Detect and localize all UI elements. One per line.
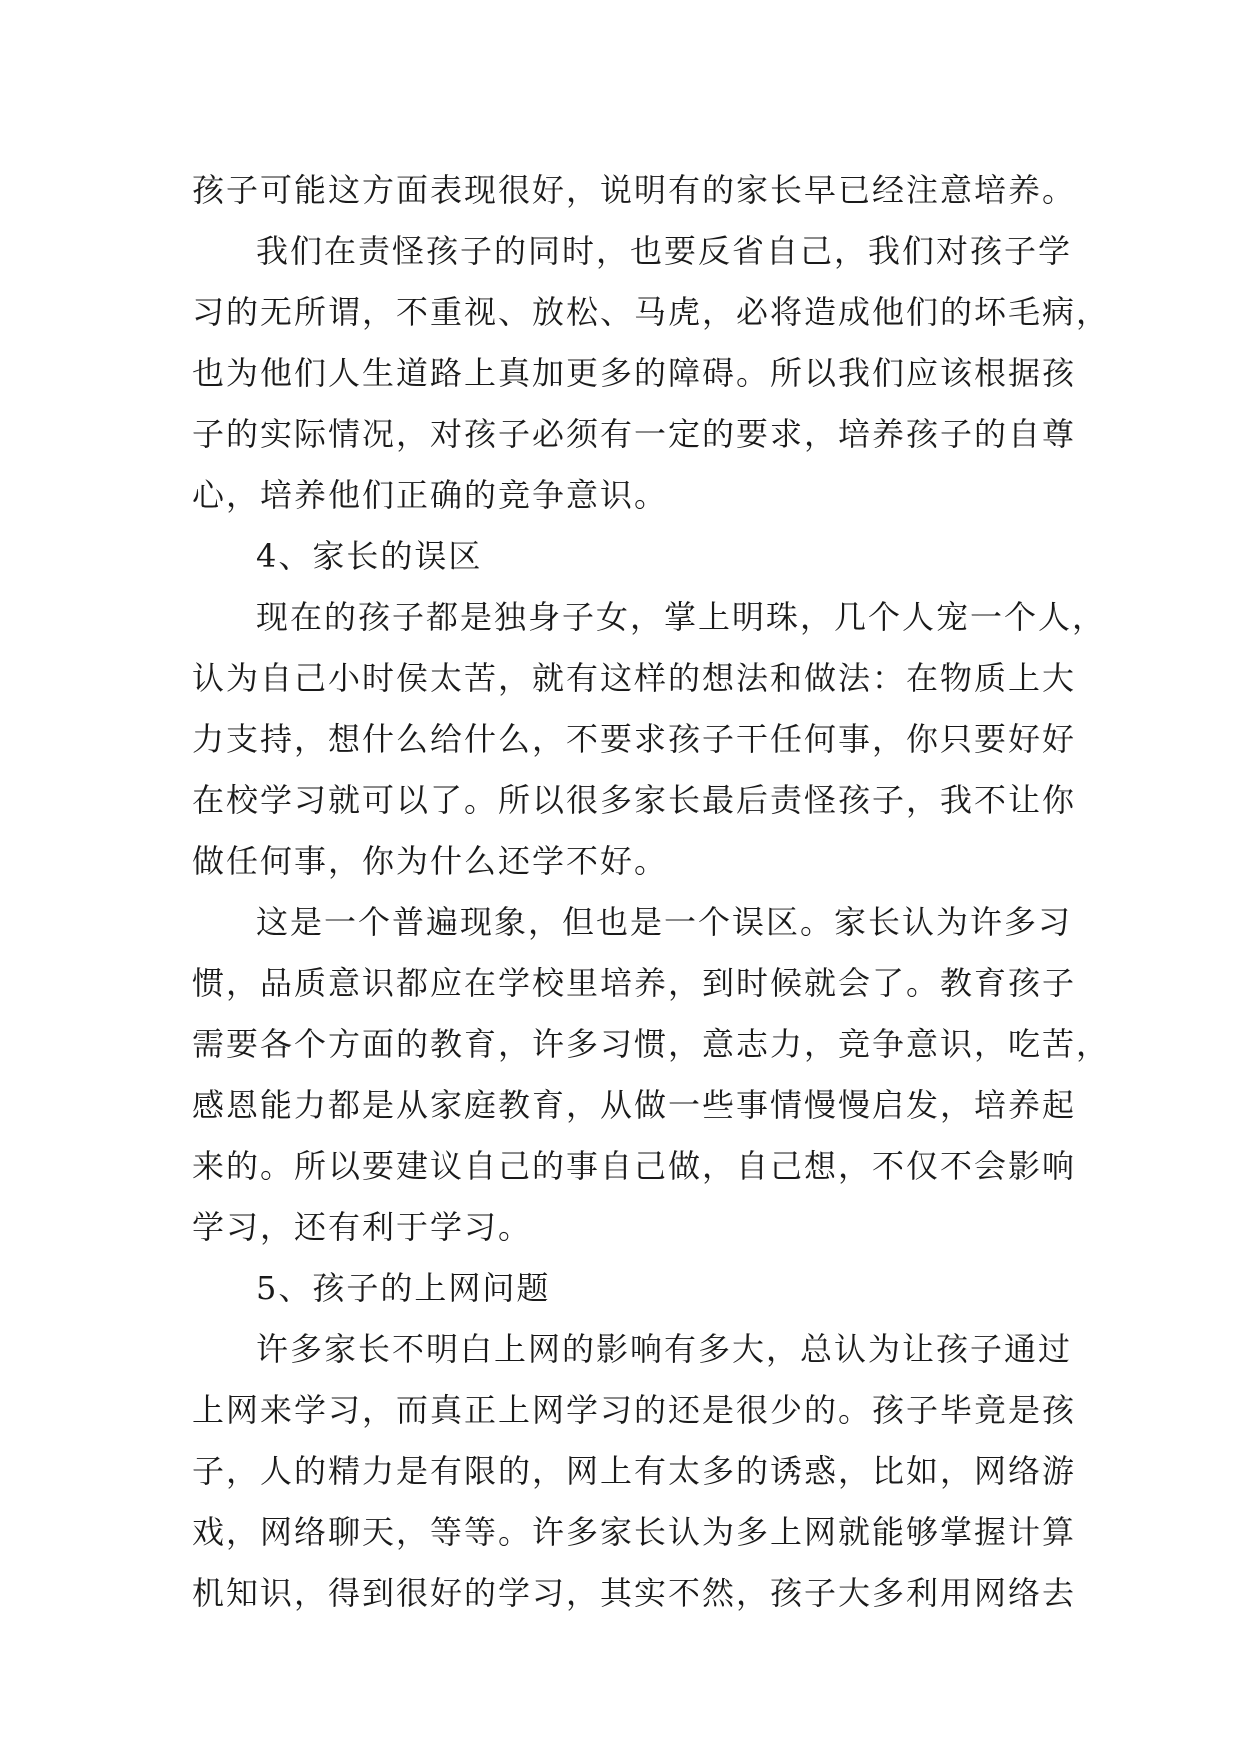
- text-line: 心，培养他们正确的竞争意识。: [192, 476, 669, 514]
- text-line: 孩子可能这方面表现很好，说明有的家长早已经注意培养。: [192, 171, 1077, 209]
- document-body: [192, 160, 1111, 1624]
- text-line: 惯，品质意识都应在学校里培养，到时候就会了。教育孩子: [192, 964, 1077, 1002]
- text-line: 这是一个普遍现象，但也是一个误区。家长认为许多习: [256, 903, 1073, 941]
- text-line: 认为自己小时侯太苦，就有这样的想法和做法：在物质上大: [192, 659, 1077, 697]
- text-line: 我们在责怪孩子的同时，也要反省自己，我们对孩子学: [256, 232, 1073, 270]
- text-line: 感恩能力都是从家庭教育，从做一些事情慢慢启发，培养起: [192, 1086, 1077, 1124]
- text-line: 来的。所以要建议自己的事自己做，自己想，不仅不会影响: [192, 1147, 1077, 1185]
- text-line: 需要各个方面的教育，许多习惯，意志力，竞争意识，吃苦，: [192, 1025, 1111, 1063]
- text-line: 力支持，想什么给什么，不要求孩子干任何事，你只要好好: [192, 720, 1077, 758]
- text-line: 现在的孩子都是独身子女，掌上明珠，几个人宠一个人，: [256, 598, 1107, 636]
- section-heading: 5、孩子的上网问题: [256, 1269, 551, 1307]
- text-line: 子的实际情况，对孩子必须有一定的要求，培养孩子的自尊: [192, 415, 1077, 453]
- text-line: 做任何事，你为什么还学不好。: [192, 842, 669, 880]
- text-line: 也为他们人生道路上真加更多的障碍。所以我们应该根据孩: [192, 354, 1077, 392]
- text-line: 机知识，得到很好的学习，其实不然，孩子大多利用网络去: [192, 1574, 1077, 1612]
- text-line: 上网来学习，而真正上网学习的还是很少的。孩子毕竟是孩: [192, 1391, 1077, 1429]
- text-line: 在校学习就可以了。所以很多家长最后责怪孩子，我不让你: [192, 781, 1077, 819]
- section-heading: 4、家长的误区: [256, 537, 483, 575]
- text-line: 习的无所谓，不重视、放松、马虎，必将造成他们的坏毛病，: [192, 293, 1111, 331]
- text-line: 许多家长不明白上网的影响有多大，总认为让孩子通过: [256, 1330, 1073, 1368]
- text-line: 戏，网络聊天，等等。许多家长认为多上网就能够掌握计算: [192, 1513, 1077, 1551]
- text-line: 子，人的精力是有限的，网上有太多的诱惑，比如，网络游: [192, 1452, 1077, 1490]
- text-line: 学习，还有利于学习。: [192, 1208, 533, 1246]
